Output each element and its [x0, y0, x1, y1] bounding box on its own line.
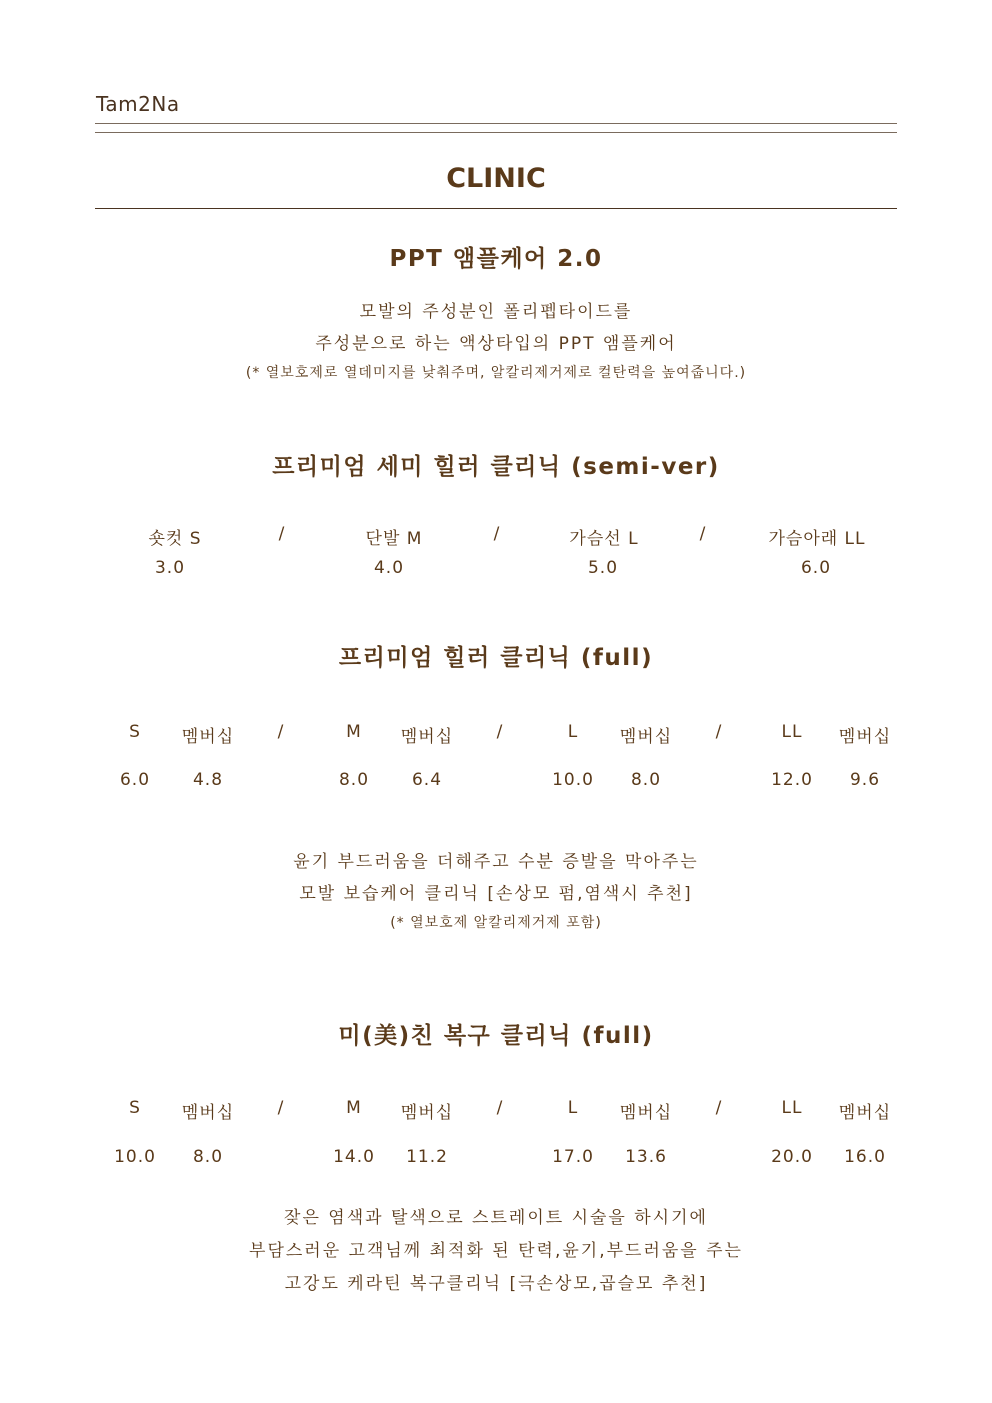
full-member-price: 8.0 — [630, 770, 662, 790]
ppt-desc-line: 모발의 주성분인 폴리펩타이드를 — [359, 302, 633, 322]
semi-title: 프리미엄 세미 힐러 클리닉 (semi-ver) — [272, 454, 720, 480]
semi-size-label: 숏컷 S — [148, 529, 202, 549]
restore-price: 20.0 — [771, 1147, 813, 1167]
semi-size-label: 가슴아래 LL — [768, 529, 866, 549]
restore-size: S — [129, 1098, 141, 1118]
restore-price: 17.0 — [552, 1147, 594, 1167]
separator: / — [496, 1098, 504, 1118]
restore-member-price: 16.0 — [844, 1147, 886, 1167]
separator: / — [493, 524, 501, 544]
restore-size: L — [567, 1098, 579, 1118]
semi-size-label: 가슴선 L — [569, 529, 639, 549]
separator: / — [715, 722, 723, 742]
full-member-price: 4.8 — [192, 770, 224, 790]
page-title: CLINIC — [446, 163, 546, 194]
semi-size-label: 단발 M — [365, 529, 423, 549]
restore-member-label: 멤버십 — [838, 1103, 892, 1123]
full-title: 프리미엄 힐러 클리닉 (full) — [338, 645, 654, 671]
full-member-label: 멤버십 — [181, 727, 235, 747]
restore-member-price: 8.0 — [192, 1147, 224, 1167]
restore-desc-line: 고강도 케라틴 복구클리닉 [극손상모,곱슬모 추천] — [284, 1274, 708, 1294]
restore-member-label: 멤버십 — [619, 1103, 673, 1123]
restore-member-price: 11.2 — [406, 1147, 448, 1167]
full-price: 12.0 — [771, 770, 813, 790]
header-rule-bottom — [95, 132, 897, 133]
ppt-title: PPT 앰플케어 2.0 — [389, 246, 603, 272]
full-size: M — [346, 722, 362, 742]
semi-price: 4.0 — [373, 558, 405, 578]
title-rule — [95, 208, 897, 209]
separator: / — [277, 1098, 285, 1118]
full-price: 10.0 — [552, 770, 594, 790]
full-member-price: 6.4 — [411, 770, 443, 790]
semi-price: 5.0 — [587, 558, 619, 578]
restore-size: M — [346, 1098, 362, 1118]
full-desc-line: 윤기 부드러움을 더해주고 수분 증발을 막아주는 — [293, 852, 699, 872]
full-member-label: 멤버십 — [619, 727, 673, 747]
semi-price: 6.0 — [800, 558, 832, 578]
full-size: L — [567, 722, 579, 742]
ppt-desc-line: 주성분으로 하는 액상타입의 PPT 앰플케어 — [315, 334, 677, 354]
full-desc-line: 모발 보습케어 클리닉 [손상모 펌,염색시 추천] — [299, 884, 693, 904]
separator: / — [278, 524, 286, 544]
full-member-price: 9.6 — [849, 770, 881, 790]
restore-desc-line: 잦은 염색과 탈색으로 스트레이트 시술을 하시기에 — [284, 1208, 708, 1228]
restore-title: 미(美)친 복구 클리닉 (full) — [338, 1023, 654, 1049]
brand-name: Tam2Na — [96, 92, 180, 116]
separator: / — [699, 524, 707, 544]
full-note: (* 열보호제 알칼리제거제 포함) — [390, 915, 602, 931]
restore-price: 14.0 — [333, 1147, 375, 1167]
restore-member-price: 13.6 — [625, 1147, 667, 1167]
restore-price: 10.0 — [114, 1147, 156, 1167]
header-rule-top — [95, 123, 897, 124]
separator: / — [715, 1098, 723, 1118]
full-member-label: 멤버십 — [838, 727, 892, 747]
separator: / — [277, 722, 285, 742]
restore-member-label: 멤버십 — [181, 1103, 235, 1123]
restore-desc-line: 부담스러운 고객님께 최적화 된 탄력,윤기,부드러움을 주는 — [249, 1241, 743, 1261]
full-member-label: 멤버십 — [400, 727, 454, 747]
restore-size: LL — [781, 1098, 803, 1118]
full-size: S — [129, 722, 141, 742]
restore-member-label: 멤버십 — [400, 1103, 454, 1123]
full-price: 8.0 — [338, 770, 370, 790]
ppt-note: (* 열보호제로 열데미지를 낮춰주며, 알칼리제거제로 컬탄력을 높여줍니다.) — [245, 365, 747, 381]
semi-price: 3.0 — [154, 558, 186, 578]
full-size: LL — [781, 722, 803, 742]
full-price: 6.0 — [119, 770, 151, 790]
separator: / — [496, 722, 504, 742]
